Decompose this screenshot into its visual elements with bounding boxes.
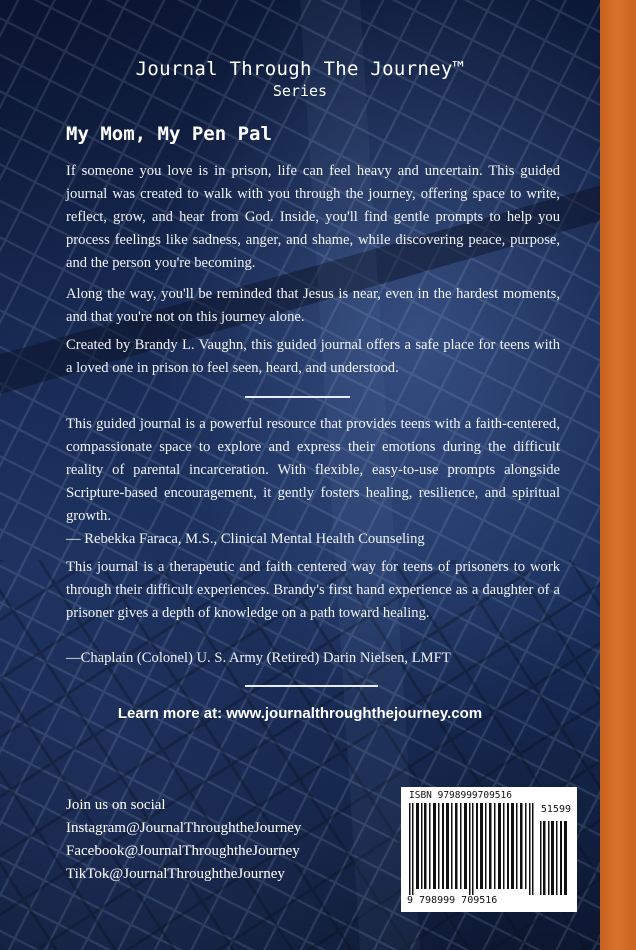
divider-top	[245, 396, 350, 398]
social-heading: Join us on social	[66, 797, 166, 813]
description-paragraph-3: Created by Brandy L. Vaughn, this guided journal offers a safe place for teens with a loved one in prison to feel seen, heard, and understood.	[66, 337, 560, 376]
description-paragraph-1: If someone you love is in prison, life can feel heavy and uncertain. This guided journal was created to walk with you through the journey, offering space to write, reflect, grow, and hear from God. Inside, you'll find gentle prompts to help you process feelings like sadness, anger, and shame, while discovering peace, purpose, and the person you're becoming.	[66, 163, 560, 271]
endorsement-1-text: This guided journal is a powerful resource that provides teens with a faith-centered, compassionate space to explore and express their emotions during the difficult reality of parental incarceration. With flexible, easy-to-use prompts alongside Scripture-based encouragement, it gently fosters healing, resilience, and spiritual growth.	[66, 416, 560, 524]
endorsement-2-text: This journal is a therapeutic and faith centered way for teens of prisoners to work through their difficult experiences. Brandy's first hand experience as a daughter of a prisoner gives a depth of knowledge on a path toward healing.	[66, 559, 560, 621]
divider-bottom	[245, 685, 378, 687]
social-link-instagram[interactable]: Instagram@JournalThroughtheJourney	[66, 820, 302, 836]
price-code: 51599	[540, 804, 571, 815]
endorsement-1-attribution: — Rebekka Faraca, M.S., Clinical Mental Health Counseling	[66, 531, 425, 547]
description-paragraph-2: Along the way, you'll be reminded that Jesus is near, even in the hardest moments, and that you're not on this journey alone.	[66, 286, 560, 325]
book-title: My Mom, My Pen Pal	[66, 123, 272, 145]
endorsement-2-attribution: —Chaplain (Colonel) U. S. Army (Retired) Darin Nielsen, LMFT	[66, 650, 451, 666]
barcode-digits: 9 798999 709516	[407, 895, 535, 906]
series-title: Journal Through The Journey™	[135, 58, 465, 80]
isbn-label: ISBN 9798999709516	[409, 790, 512, 801]
book-spine	[600, 0, 636, 950]
social-link-tiktok[interactable]: TikTok@JournalThroughtheJourney	[66, 866, 285, 882]
isbn-barcode	[401, 787, 577, 912]
series-subtitle: Series	[272, 82, 328, 100]
barcode-bars	[407, 803, 572, 903]
learn-more-link[interactable]: Learn more at: www.journalthroughthejourney.com	[117, 705, 483, 722]
social-block	[66, 794, 301, 886]
social-link-facebook[interactable]: Facebook@JournalThroughtheJourney	[66, 843, 300, 859]
